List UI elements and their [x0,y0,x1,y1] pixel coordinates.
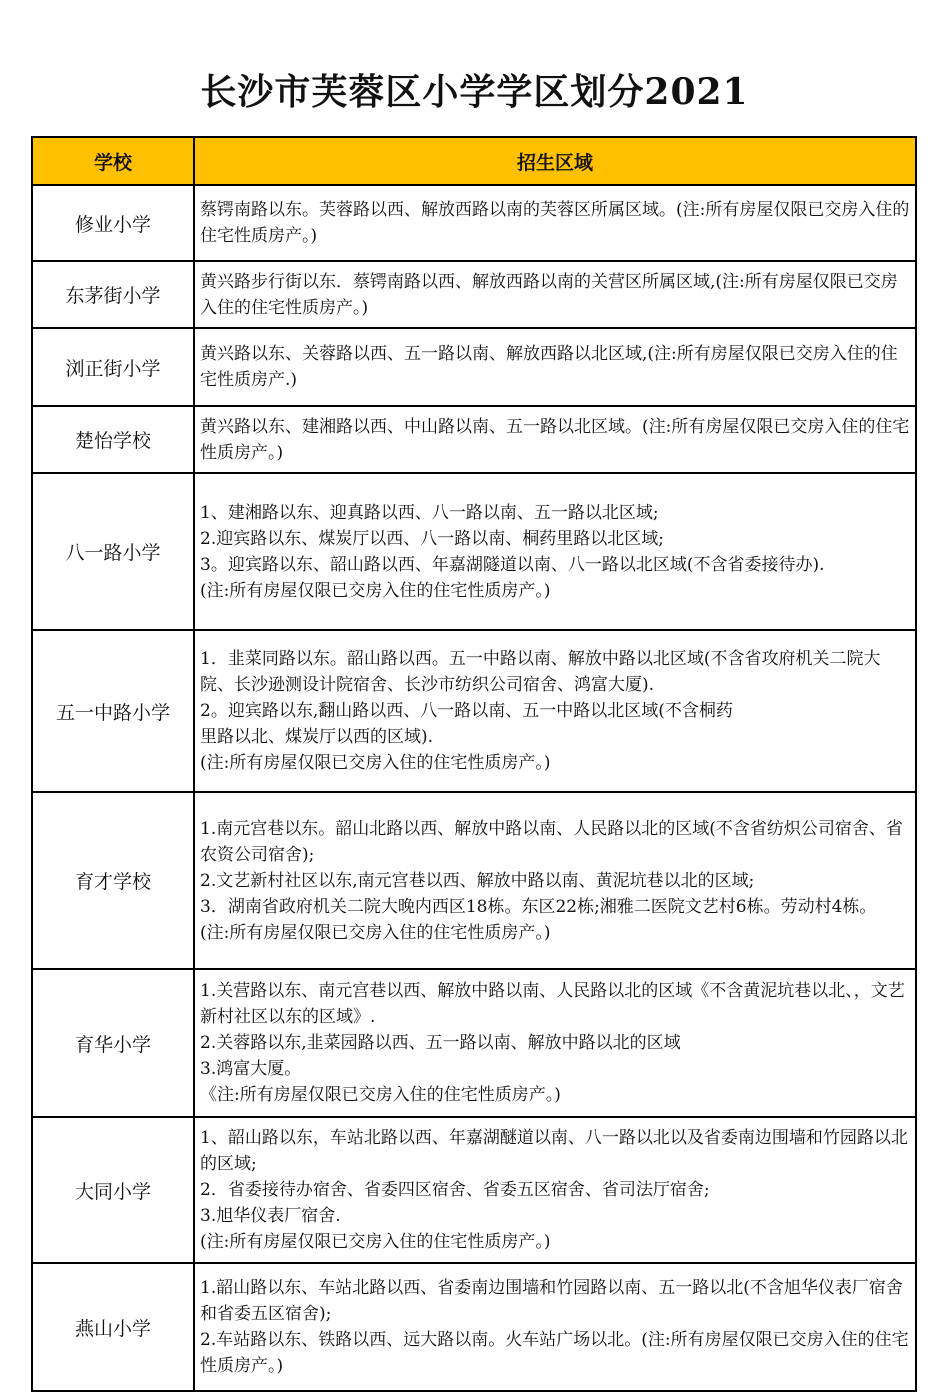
table-row [32,969,916,1117]
area-line: 《注:所有房屋仅限已交房入住的住宅性质房产。) [200,1085,561,1105]
area-line: 蔡锷南路以东。芙蓉路以西、解放西路以南的芙蓉区所属区域。(注:所有房屋仅限已交房入住的住宅性质房产。) [200,200,910,246]
enrollment-area [194,185,916,261]
school-name: 楚怡学校 [32,406,194,473]
area-line: 3．湖南省政府机关二院大晚内西区18栋。东区22栋;湘雅二医院文艺村6栋。劳动村4栋。 [200,896,877,917]
page-title: 长沙市芙蓉区小学学区划分2021 [200,71,749,113]
table-row [32,473,916,630]
area-line: (注:所有房屋仅限已交房入住的住宅性质房产。) [200,922,551,943]
school-name: 五一中路小学 [32,630,194,792]
table-row [32,261,916,328]
table-row [32,1263,916,1391]
area-line: 1.韶山路以东、车站北路以西、省委南边围墙和竹园路以南、五一路以北(不含旭华仪表厂宿舍和省委五区宿舍); [200,1278,903,1324]
header-area: 招生区域 [194,137,916,185]
enrollment-area [194,261,916,328]
area-line: 3。迎宾路以东、韶山路以西、年嘉湖隧道以南、八一路以北区域(不含省委接待办). [200,554,825,575]
school-name: 育才学校 [32,792,194,969]
enrollment-area [194,473,916,630]
area-line: 1、韶山路以东，车站北路以西、年嘉湖醚道以南、八一路以北以及省委南边围墙和竹园路以北的区域; [200,1128,908,1174]
area-line: 1、建湘路以东、迎真路以西、八一路以南、五一路以北区域; [200,502,659,523]
school-district-table [31,136,917,1392]
enrollment-area [194,630,916,792]
enrollment-area [194,1263,916,1391]
area-line: (注:所有房屋仅限已交房入住的住宅性质房产。) [200,1232,551,1252]
school-name: 大同小学 [32,1117,194,1263]
school-name: 燕山小学 [32,1263,194,1391]
school-name: 东茅街小学 [32,261,194,328]
table-row [32,792,916,969]
school-name: 浏正街小学 [32,328,194,406]
area-line: 3.鸿富大厦。 [200,1059,302,1079]
area-line: (注:所有房屋仅限已交房入住的住宅性质房产。) [200,580,551,601]
area-line: 1．韭菜同路以东。韶山路以西。五一中路以南、解放中路以北区域(不含省攻府机关二院大院、长沙逊测设计院宿舍、长沙市纺织公司宿舍、鸿富大厦). [200,649,881,695]
table-row [32,185,916,261]
enrollment-area [194,792,916,969]
table-row [32,328,916,406]
table-row [32,630,916,792]
area-line: 3.旭华仪表厂宿舍. [200,1206,341,1226]
table-row [32,406,916,473]
area-line: 2。迎宾路以东,翻山路以西、八一路以南、五一中路以北区域(不含桐药 [200,701,733,721]
area-line: 1.关营路以东、南元宫巷以西、解放中路以南、人民路以北的区域《不含黄泥坑巷以北、，文艺新村社区以东的区域》. [200,981,905,1027]
school-name: 八一路小学 [32,473,194,630]
enrollment-area [194,1117,916,1263]
area-line: (注:所有房屋仅限已交房入住的住宅性质房产。) [200,753,551,773]
area-line: 黄兴路以东、建湘路以西、中山路以南、五一路以北区域。(注:所有房屋仅限已交房入住的住宅性质房产。) [200,416,910,463]
area-line: 2.关蓉路以东,韭菜园路以西、五一路以南、解放中路以北的区域 [200,1033,681,1053]
area-line: 1.南元宫巷以东。韶山北路以西、解放中路以南、人民路以北的区域(不含省纺炽公司宿舍、省农资公司宿舍); [200,818,903,865]
area-line: 2．省委接待办宿舍、省委四区宿舍、省委五区宿舍、省司法厅宿舍; [200,1180,710,1200]
table-row [32,1117,916,1263]
area-line: 里路以北、煤炭厅以西的区域). [200,727,434,747]
enrollment-area [194,406,916,473]
school-name: 修业小学 [32,185,194,261]
school-name: 育华小学 [32,969,194,1117]
header-school: 学校 [32,137,194,185]
area-line: 2.车站路以东、铁路以西、远大路以南。火车站广场以北。(注:所有房屋仅限已交房入住的住宅性质房产。) [200,1330,909,1376]
enrollment-area [194,328,916,406]
area-line: 黄兴路以东、关蓉路以西、五一路以南、解放西路以北区域,(注:所有房屋仅限已交房入住的住宅性质房产.) [200,344,898,390]
area-line: 2.迎宾路以东、煤炭厅以西、八一路以南、桐药里路以北区域; [200,528,664,549]
area-line: 黄兴路步行街以东．蔡锷南路以西、解放西路以南的关营区所属区域,(注:所有房屋仅限已交房入住的住宅性质房产。) [200,271,898,318]
enrollment-area [194,969,916,1117]
area-line: 2.文艺新村社区以东,南元宫巷以西、解放中路以南、黄泥坑巷以北的区域; [200,870,755,891]
table-header-row [32,137,916,185]
